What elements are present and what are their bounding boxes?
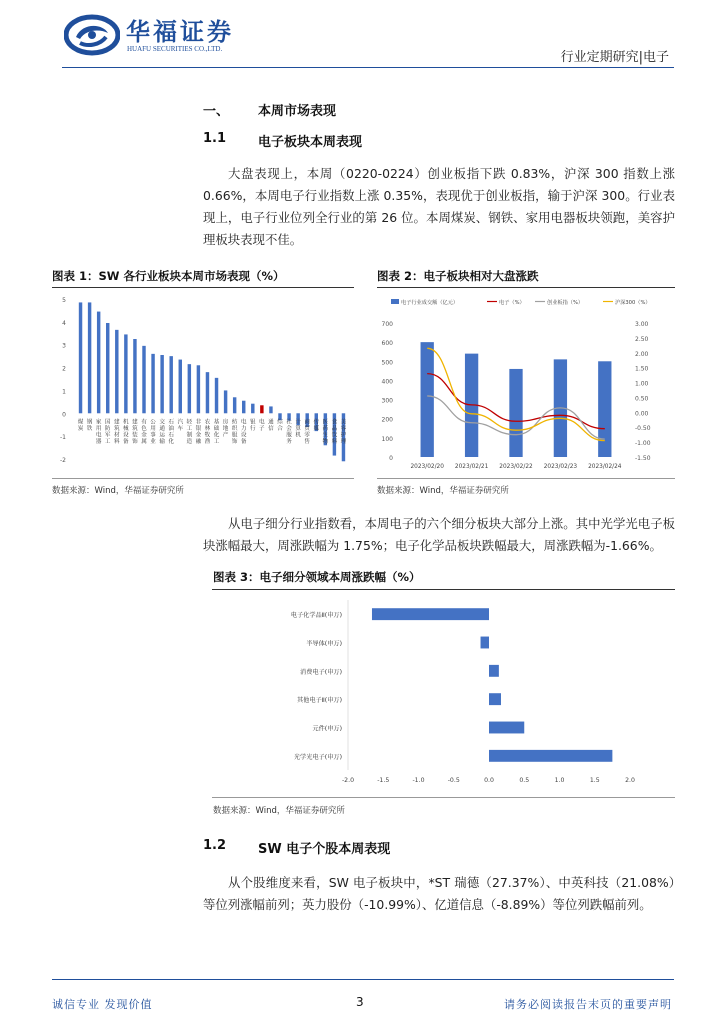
x-tick-label-char: 运 (159, 432, 165, 439)
bar-4 (489, 722, 524, 734)
paragraph-market-summary: 大盘表现上，本周（0220-0224）创业板指下跌 0.83%，沪深 300 指数上涨 0.66%，本周电子行业指数上涨 0.35%，表现优于创业板指，输于沪深 300。行业表现上，电子行业位列全行业的第 26 位。本周煤炭、钢铁、家用电器板块领跑，美容护理板块表现不佳。 (203, 166, 675, 247)
bar-7 (142, 346, 145, 413)
figure3-top-rule (212, 589, 675, 590)
left-y-tick-label: 400 (381, 378, 393, 386)
x-tick-label-char: 生 (322, 432, 329, 439)
y-tick-label: -1 (60, 434, 66, 442)
x-tick-label-char: 筑 (113, 425, 120, 432)
x-tick-label-char: 合 (277, 425, 283, 432)
x-tick-label-char: 料 (113, 439, 120, 446)
x-tick-label: -1.0 (412, 777, 425, 784)
x-tick-label-char: 军 (104, 432, 111, 439)
x-tick-label-char: 纺 (231, 419, 238, 426)
x-tick-label-char: 金 (141, 432, 147, 439)
category-label: 消费电子(申万) (300, 668, 342, 676)
x-tick-label-char: 家 (95, 419, 102, 426)
x-tick-label-char: 服 (286, 432, 292, 439)
right-y-tick-label: 3.00 (635, 321, 649, 328)
x-tick-label-char: 媒 (313, 425, 320, 432)
subsection-number: 1.1 (203, 131, 227, 146)
figure1-source: 数据来源：Wind，华福证券研究所 (52, 486, 184, 496)
figure3-bottom-rule (212, 797, 675, 798)
x-tick-label-char: 备 (123, 439, 129, 446)
legend-label: 电子行业成交额（亿元） (401, 300, 459, 306)
figure1-chart (52, 289, 354, 477)
x-tick-label-char: 属 (141, 439, 147, 446)
x-tick-label-char: 公 (150, 419, 156, 426)
x-tick-label-char: 食 (331, 419, 338, 426)
x-tick-label: 2023/02/22 (499, 464, 533, 470)
x-tick-label-char: 子 (259, 425, 265, 432)
x-tick-label-char: 交 (159, 419, 165, 426)
bar-17 (233, 397, 236, 413)
bar-11 (179, 360, 182, 414)
category-label: 光学光电子(申万) (293, 753, 342, 761)
figure2-chart (377, 289, 675, 477)
bar-9 (160, 355, 163, 413)
x-tick-label: 0.0 (484, 777, 494, 784)
x-tick-label-char: 造 (186, 439, 193, 446)
left-y-tick-label: 700 (381, 321, 393, 328)
right-y-tick-label: -1.50 (635, 455, 651, 462)
brand-name-en: HUAFU SECURITIES CO.,LTD. (127, 45, 223, 53)
x-tick-label-char: 铁 (86, 425, 93, 432)
x-tick-label-char: 地 (222, 425, 229, 432)
x-tick-label: 2023/02/21 (454, 464, 489, 470)
x-tick-label-char: 石 (168, 432, 175, 439)
x-tick-label-char: 银 (195, 425, 202, 432)
x-tick-label-char: 算 (295, 425, 301, 432)
paragraph-stock-summary: 从个股维度来看，SW 电子板块中，*ST 瑞德（27.37%）、中英科技（21.08%）等位列涨幅前列；英力股份（-10.99%）、亿道信息（-8.89%）等位列跌幅前列。 (203, 875, 675, 912)
legend-label: 创业板指（%） (547, 300, 584, 306)
x-tick-label: -2.0 (341, 777, 355, 784)
x-tick-label-char: 工 (213, 439, 220, 446)
x-tick-label-char: 建 (113, 419, 120, 426)
header-divider (62, 67, 674, 68)
bar-6 (133, 339, 136, 413)
x-tick-label-char: 械 (123, 425, 129, 432)
bar-1 (88, 302, 91, 413)
x-tick-label: 2023/02/23 (543, 464, 578, 470)
bar-0 (372, 608, 489, 620)
bar-21 (269, 406, 272, 413)
x-tick-label-char: 国 (104, 419, 111, 426)
bar-18 (242, 401, 245, 414)
x-tick-label-char: 石 (168, 419, 175, 426)
x-tick-label-char: 贸 (304, 425, 311, 432)
x-tick-label-char: 传 (313, 419, 320, 426)
x-tick-label-char: 药 (322, 425, 329, 432)
huafu-logo-icon (64, 13, 120, 57)
left-y-tick-label: 200 (381, 416, 393, 424)
x-tick-label-char: 牧 (204, 432, 211, 439)
category-label: 半导体(申万) (306, 640, 342, 648)
x-tick-label-char: 机 (295, 432, 301, 439)
bar-16 (224, 390, 227, 413)
figure1-title: 图表 1：SW 各行业板块本周市场表现（%） (52, 269, 285, 283)
page-number: 3 (356, 995, 364, 1009)
bar-1 (481, 637, 489, 649)
category-label: 电子化学品Ⅱ(申万) (290, 612, 342, 620)
x-tick-label-char: 备 (240, 439, 247, 446)
x-tick-label-char: 化 (168, 439, 175, 446)
x-tick-label-char: 器 (95, 439, 102, 446)
x-tick-label-char: 汽 (177, 419, 184, 426)
bar-3 (106, 323, 109, 413)
x-tick-label-char: 务 (286, 439, 292, 446)
y-tick-label: -2 (60, 457, 66, 464)
x-tick-label-char: 础 (213, 425, 220, 432)
figure2-top-rule (377, 287, 675, 288)
y-tick-label: 2 (62, 365, 66, 373)
category-label: 元件(申万) (312, 725, 342, 733)
y-tick-label: 3 (62, 342, 66, 350)
x-tick-label-char: 电 (240, 419, 247, 426)
y-tick-label: 0 (62, 411, 66, 419)
x-tick-label-char: 工 (104, 439, 111, 446)
footer-divider (52, 979, 674, 980)
paragraph-subsector-summary: 从电子细分行业指数看，本周电子的六个细分板块大部分上涨。其中光学光电子板块涨幅最大，周涨跌幅为 1.75%；电子化学品板块跌幅最大，周涨跌幅为-1.66%。 (203, 516, 675, 553)
x-tick-label-char: 服 (231, 432, 238, 439)
y-tick-label: 4 (62, 319, 66, 327)
subsection-title: 电子板块本周表现 (258, 135, 363, 150)
x-tick-label-char: 有 (141, 419, 147, 426)
x-tick-label-char: 信 (268, 425, 274, 432)
bar-13 (197, 365, 200, 413)
bar-10 (169, 356, 172, 413)
x-tick-label-char: 建 (132, 419, 138, 426)
x-tick-label-char: 零 (304, 432, 311, 439)
x-tick-label: 1.0 (554, 777, 565, 784)
bar-4 (598, 361, 611, 457)
x-tick-label: 2.0 (625, 777, 635, 784)
x-tick-label-char: 渔 (204, 439, 211, 446)
right-y-tick-label: 1.50 (635, 365, 649, 373)
bar-4 (115, 330, 118, 413)
x-tick-label-char: 设 (123, 432, 129, 439)
x-tick-label: -0.5 (447, 777, 460, 784)
x-tick-label-char: 融 (195, 439, 202, 446)
figure2-title: 图表 2：电子板块相对大盘涨跌 (377, 269, 539, 283)
right-y-tick-label: 2.00 (635, 350, 649, 358)
x-tick-label-char: 油 (168, 425, 175, 432)
y-tick-label: 5 (62, 297, 66, 304)
bar-20 (260, 405, 263, 413)
x-tick-label: 1.5 (589, 777, 600, 784)
x-tick-label-char: 用 (150, 425, 156, 432)
x-tick-label-char: 品 (331, 425, 338, 432)
legend-swatch-bar (391, 299, 399, 304)
x-tick-label-char: 会 (286, 425, 292, 432)
right-y-tick-label: -0.50 (635, 425, 651, 433)
subsection-number: 1.2 (203, 838, 227, 853)
figure2-bottom-rule (377, 478, 675, 479)
bar-14 (206, 372, 209, 413)
section-title: 本周市场表现 (258, 104, 337, 119)
legend-label: 电子（%） (499, 300, 525, 306)
x-tick-label-char: 炭 (77, 425, 84, 432)
x-tick-label-char: 饰 (132, 439, 138, 446)
section-number: 一、 (203, 104, 230, 119)
x-tick-label-char: 煤 (77, 419, 84, 426)
left-y-tick-label: 0 (389, 455, 393, 462)
x-tick-label-char: 通 (268, 419, 274, 426)
x-tick-label-char: 钢 (86, 419, 93, 426)
x-tick-label-char: 美 (340, 419, 347, 426)
x-tick-label-char: 用 (95, 425, 102, 432)
report-type: 行业定期研究|电子 (560, 50, 669, 65)
x-tick-label-char: 轻 (186, 419, 193, 426)
bar-8 (151, 354, 154, 413)
x-tick-label-char: 物 (322, 439, 329, 446)
x-tick-label-char: 车 (177, 425, 184, 432)
x-tick-label-char: 商 (304, 419, 311, 426)
x-tick-label-char: 材 (113, 432, 120, 439)
x-tick-label: -1.5 (377, 777, 390, 784)
x-tick-label-char: 产 (222, 432, 229, 439)
x-tick-label-char: 输 (159, 439, 165, 446)
bar-15 (215, 378, 218, 413)
x-tick-label-char: 设 (240, 432, 247, 439)
bar-0 (79, 302, 82, 413)
x-tick-label-char: 工 (186, 425, 193, 432)
footer-disclaimer: 请务必阅读报告末页的重要声明 (504, 998, 672, 1011)
figure3-title: 图表 3：电子细分领域本周涨跌幅（%） (213, 570, 421, 584)
bar-0 (421, 342, 434, 457)
x-tick-label-char: 业 (150, 439, 156, 446)
figure2-source: 数据来源：Wind，华福证券研究所 (377, 486, 509, 496)
bar-5 (489, 750, 612, 762)
right-y-tick-label: 2.50 (635, 335, 649, 343)
figure1-top-rule (52, 287, 354, 288)
x-tick-label-char: 医 (322, 419, 329, 426)
x-tick-label-char: 综 (277, 419, 283, 426)
x-tick-label-char: 色 (141, 425, 147, 432)
bar-2 (509, 369, 522, 457)
x-tick-label-char: 非 (195, 419, 202, 426)
figure3-chart (212, 592, 675, 792)
bar-12 (188, 364, 191, 413)
x-tick-label-char: 社 (286, 419, 292, 426)
x-tick-label-char: 银 (249, 419, 256, 426)
bar-5 (124, 334, 127, 413)
x-tick-label-char: 售 (304, 439, 311, 446)
x-tick-label-char: 织 (231, 425, 238, 432)
right-y-tick-label: 1.00 (635, 380, 649, 388)
x-tick-label-char: 料 (331, 439, 338, 446)
bar-3 (489, 693, 501, 705)
x-tick-label-char: 容 (340, 425, 347, 432)
bar-2 (97, 312, 100, 414)
x-tick-label-char: 饰 (231, 439, 238, 446)
figure3-source: 数据来源：Wind，华福证券研究所 (213, 806, 345, 816)
x-tick-label-char: 电 (259, 419, 265, 426)
x-tick-label-char: 制 (186, 432, 193, 439)
x-tick-label-char: 行 (249, 425, 256, 432)
x-tick-label-char: 装 (132, 432, 138, 439)
brand-name: 华福证券 (126, 17, 234, 46)
subsection-title: SW 电子个股本周表现 (258, 842, 391, 857)
left-y-tick-label: 500 (381, 359, 393, 367)
x-tick-label-char: 林 (204, 425, 211, 432)
x-tick-label-char: 筑 (132, 425, 138, 432)
x-tick-label-char: 事 (150, 432, 156, 439)
figure1-bottom-rule (52, 478, 354, 479)
x-tick-label-char: 金 (195, 432, 202, 439)
x-tick-label-char: 护 (340, 432, 347, 439)
x-tick-label-char: 防 (104, 425, 111, 432)
x-tick-label-char: 化 (213, 432, 220, 439)
x-tick-label-char: 理 (340, 439, 347, 446)
y-tick-label: 1 (62, 388, 66, 396)
x-tick-label: 0.5 (519, 777, 530, 784)
x-tick-label-char: 电 (95, 432, 102, 439)
right-y-tick-label: 0.00 (635, 410, 649, 418)
x-tick-label-char: 房 (222, 419, 229, 426)
left-y-tick-label: 600 (381, 340, 393, 348)
x-tick-label: 2023/02/24 (588, 464, 622, 470)
x-tick-label-char: 机 (123, 419, 129, 426)
x-tick-label-char: 基 (213, 419, 220, 426)
x-tick-label-char: 计 (295, 419, 301, 426)
footer-slogan: 诚信专业 发现价值 (52, 998, 153, 1011)
x-tick-label-char: 饮 (331, 432, 338, 439)
x-tick-label-char: 力 (240, 425, 247, 432)
legend-label: 沪深300（%） (615, 300, 651, 306)
bar-2 (489, 665, 499, 677)
right-y-tick-label: 0.50 (635, 395, 649, 403)
right-y-tick-label: -1.00 (635, 440, 651, 448)
left-y-tick-label: 300 (381, 397, 393, 405)
category-label: 其他电子Ⅱ(申万) (297, 697, 342, 705)
bar-19 (251, 404, 254, 414)
left-y-tick-label: 100 (381, 435, 393, 443)
x-tick-label-char: 农 (204, 419, 211, 426)
x-tick-label-char: 通 (159, 425, 165, 432)
x-tick-label: 2023/02/20 (410, 464, 444, 470)
